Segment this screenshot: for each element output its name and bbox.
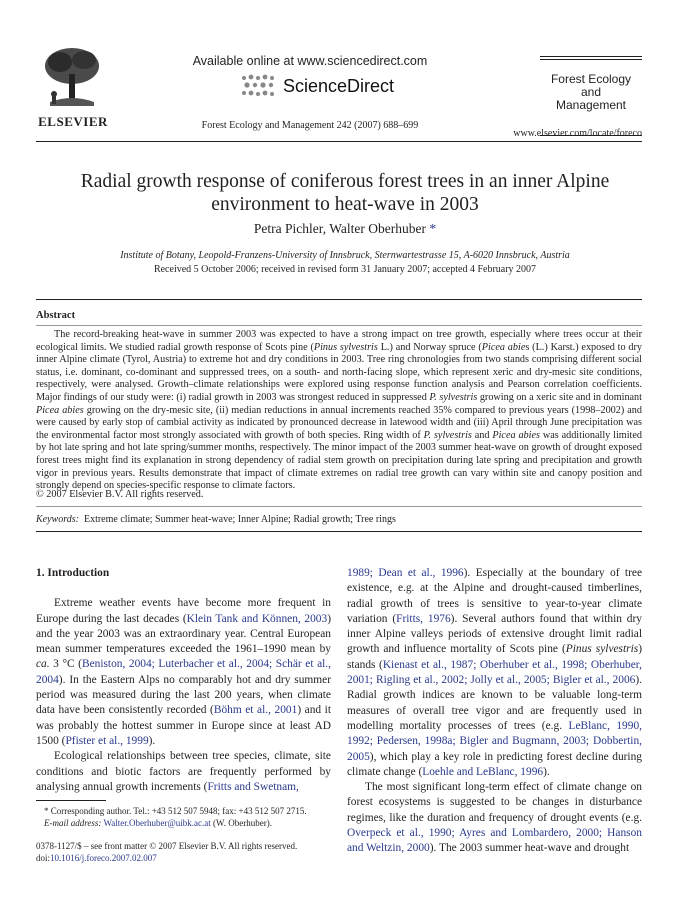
body-column-left [36,566,331,795]
citation-link[interactable]: Böhm et al., 2001 [213,704,298,717]
citation-link[interactable]: Overpeck et al., 1990; Ayres and Lombardero, 2000; Hanson and Weltzin, 2000 [347,827,642,855]
publisher-name: ELSEVIER [38,114,108,129]
text-seg: ) stands ( [347,643,642,671]
issn-line: 0378-1127/$ – see front matter © 2007 Elsevier B.V. All rights reserved. [36,841,298,851]
citation-link[interactable]: Kienast et al., 1987; Oberhuber et al., 1998; Oberhuber, 2001; Rigling et al., 2002; Jolly et al., 2005; Bigler et al., 2006 [347,658,642,687]
journal-name-line-2: and [580,85,602,99]
footnote-email [44,818,344,830]
species-name: Picea abies [492,429,540,441]
citation-link[interactable]: LeBlanc, 1990, 1992; Pedersen, 1998a; Bigler and Bugmann, 2003; Dobbertin, 2005 [347,719,642,763]
footnote-corresponding [44,806,344,818]
journal-box-rule [540,59,642,60]
article-authors [60,221,630,237]
abstract-seg: was additionally limited by hot late spring and hot late spring/summer months, respectively. The minor impact of the 2003 summer heat-wave on growth of drought exposed forest trees might find its explanation in strong dependency of radial stem growth on precipitation during late spring and precipitation and growth vigor in previous years. Results demonstrate that impact of climate extremes on radial tree growth can vary within site and canopy position and strongly depend on species-specific response to climate factors. [36,429,643,492]
keywords-label: Keywords: [36,514,79,525]
text-seg: ca. [36,658,50,671]
text-seg: ). Especially at the boundary of tree existence, e.g. at the Alpine and drought-caused timberlines, radial growth of trees is sensitive to year-to-year climate variation ( [347,567,642,625]
email-label: E-mail address: [44,817,102,828]
intro-paragraph-2-continued [347,566,642,780]
header-divider [36,141,642,142]
citation-link[interactable]: Fritts and Swetnam, [207,780,299,793]
abstract-seg: s (L.) Karst.) exposed to dry inner Alpine climate (Tyrol, Austria) to extreme hot and dry conditions in 2003. Tree ring chronologies from two stands comprising different social status, i.e. dominant, co-dominant and suppressed trees, on a south- and north-facing slope, which represent xeric and dry-mesic site conditions, respectively, were analysed. Growth–climate relationships were explored using response function analysis and Pearson correlation coefficients. Major findings of our study were: (i) radial growth in 2003 was strongest reduced in suppressed [36,341,643,403]
citation-link[interactable]: 1989; Dean et al., 1996 [347,567,464,579]
journal-reference: Forest Ecology and Management 242 (2007) 688–699 [201,120,419,131]
doi-line [36,852,336,864]
intro-paragraph-3 [347,780,642,856]
doi-link[interactable]: 10.1016/j.foreco.2007.02.007 [50,853,157,863]
text-seg: 3 °C ( [49,658,82,671]
abstract-heading: Abstract [36,310,76,321]
species-name: P. sylvestris [423,429,472,441]
intro-paragraph-1 [36,596,331,749]
species-name: Pinus sylvestris [565,643,639,656]
text-seg: Extreme weather events have become more frequent in Europe during the last decades ( [36,597,331,625]
elsevier-tree-icon [40,44,104,108]
journal-url-link[interactable]: www.elsevier.com/locate/foreco [513,128,642,139]
section-heading: 1. Introduction [36,567,110,579]
citation-link[interactable]: Pfister et al., 1999 [65,734,149,747]
email-suffix: (W. Oberhuber). [210,817,272,828]
text-seg: ) and the year 2003 was an extraordinary year. Central European mean summer temperatures exceeded the 1961–1990 mean by [36,612,331,656]
text-seg: ). Radial growth indices are known to be valuable long-term measures of overall tree vigor and are frequently used in modelling mortality processes of trees (e.g. [347,674,642,732]
footnote-contact: Corresponding author. Tel.: +43 512 507 5948; fax: +43 512 507 2715. [48,806,307,816]
abstract-seg: The record-breaking heat-wave in summer 2003 was expected to have a strong impact on tree growth, especially where trees occur at their ecological limits. We studied radial growth response of Scots pine ( [36,329,642,353]
citation-link[interactable]: Loehle and LeBlanc, 1996 [422,765,544,778]
text-seg: ), which play a key role in predicting forest decline during climate change ( [347,750,642,778]
sciencedirect-wordmark: ScienceDirect [283,76,395,96]
corresponding-author-mark[interactable]: * [429,221,437,236]
article-title: Radial growth response of coniferous forest trees in an inner Alpine environment to heat-wave in 2003 [80,171,610,215]
article-history: Received 5 October 2006; received in revised form 31 January 2007; accepted 4 February 2007 [153,264,537,275]
text-seg: ). [543,765,550,778]
email-link[interactable]: Walter.Oberhuber@uibk.ac.at [103,817,211,828]
abstract-divider-bottom [36,506,642,507]
doi-label: doi: [36,853,51,863]
text-seg: The most significant long-term effect of climate change on forest ecosystems is suggested to be changes in disturbance regimes, like the duration and frequency of drought events (e.g. [347,781,642,824]
keywords [36,514,642,525]
abstract-seg: L.) and Norway spruce ( [377,341,482,353]
footnote-divider [36,800,106,801]
abstract-text [36,329,642,493]
text-seg: ). Several authors found that within dry inner Alpine valleys periods of extensive drought limit radial growth and influence mortality of Scots pine ( [347,612,642,656]
abstract-seg: growing on a xeric site and in dominant [477,391,642,403]
author-affiliation: Institute of Botany, Leopold-Franzens-University of Innsbruck, Sternwartestrasse 15, A-6020 Innsbruck, Austria [120,250,570,261]
intro-paragraph-2 [36,749,331,795]
citation-link[interactable]: Klein Tank and Können, 2003 [186,612,328,625]
issn-doi-block [36,840,336,864]
abstract-seg: growing on the dry-mesic site, (ii) median reductions in annual increments reached 35% compared to previous years (1998–2002) and were caused by early stop of cambial activity as indicated by pronounced decrease in latewood width and (iii) April through June precipitation was the environmental factor most strongly associated with growth of both species. Ring width of [36,404,642,441]
text-seg: ). In the Eastern Alps no comparably hot and dry summer period was measured during the last 200 years, when climate data have been consistently recorded ( [36,673,331,717]
corresponding-author-footnote [44,806,344,829]
species-name: Picea abies [36,404,84,416]
text-seg: ) and it was probably the hottest summer in Europe since at least AD 1500 ( [36,704,332,747]
keywords-list: Extreme climate; Summer heat-wave; Inner Alpine; Radial growth; Tree rings [83,514,396,525]
species-name: P. sylvestris [429,391,478,403]
species-name: Picea abie [481,341,526,353]
abstract-copyright: © 2007 Elsevier B.V. All rights reserved. [36,489,204,500]
abstract-seg: and [471,429,493,441]
journal-name-line-1: Forest Ecology [550,72,632,86]
body-column-right [347,566,642,857]
footnote-mark: * [44,806,49,816]
text-seg: ). The 2003 summer heat-wave and drought [429,842,630,855]
abstract-divider-top [36,325,642,326]
text-seg: Ecological relationships between tree species, climate, site conditions and biotic factors are frequently performed by analysing annual growth increments ( [36,750,331,793]
journal-name [540,73,642,112]
citation-link[interactable]: Beniston, 2004; Luterbacher et al., 2004; Schär et al., 2004 [36,658,331,686]
keywords-divider [36,531,642,532]
text-seg: ). [148,734,156,747]
journal-name-line-3: Management [555,98,627,112]
citation-link[interactable]: Fritts, 1976 [396,612,451,625]
title-divider [36,299,642,300]
available-online-text: Available online at www.sciencedirect.com [192,54,428,68]
author-names: Petra Pichler, Walter Oberhuber [253,221,426,236]
species-name: Pinus sylvestris [313,341,378,353]
